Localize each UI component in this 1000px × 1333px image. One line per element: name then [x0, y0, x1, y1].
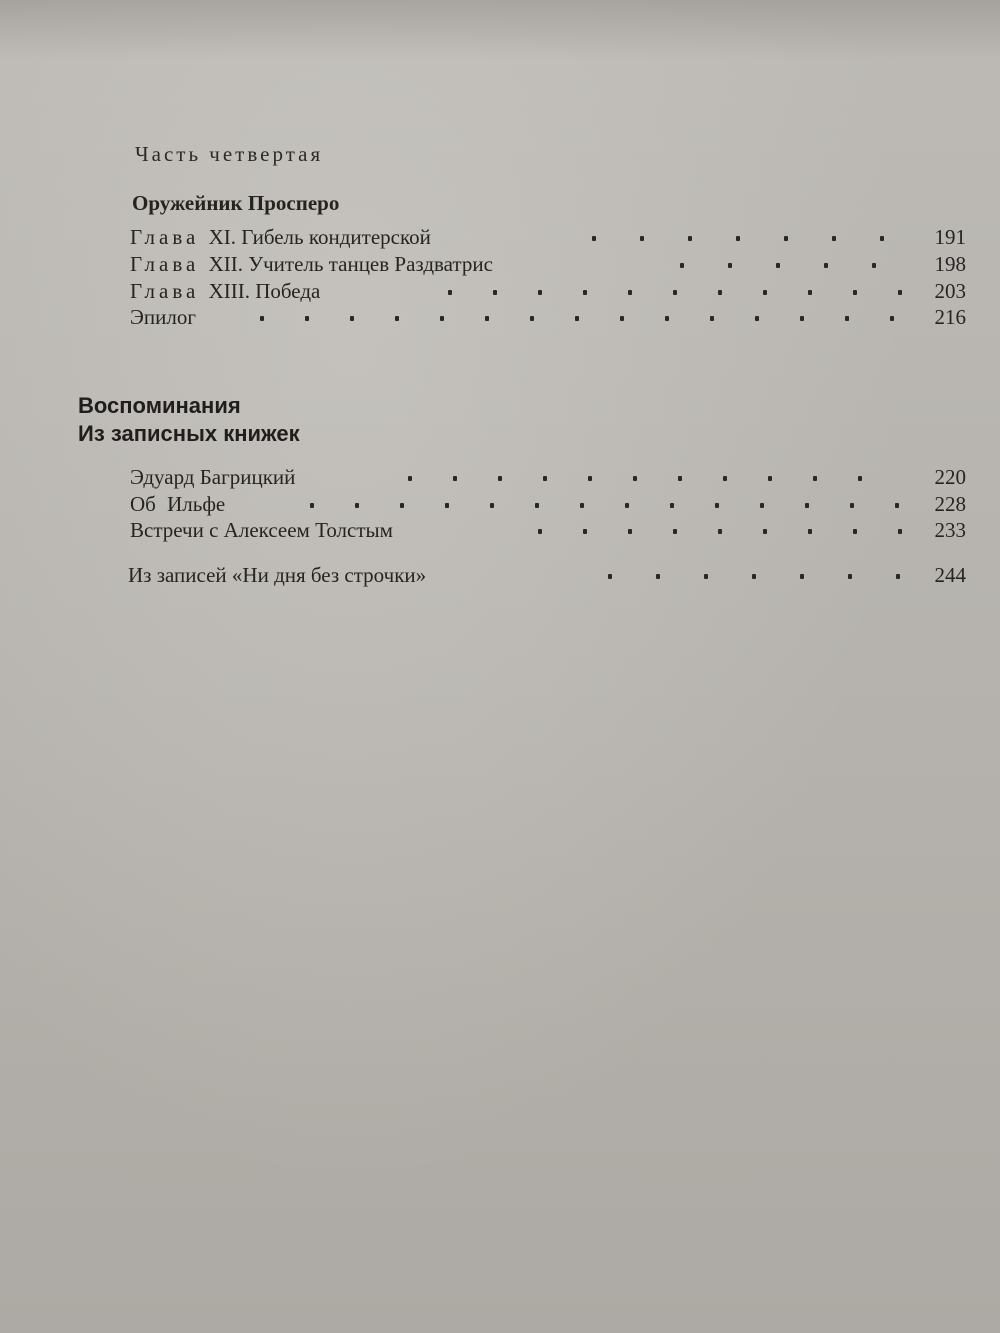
- leader-dot: [848, 574, 852, 579]
- leader-dot: [688, 236, 692, 241]
- leader-dot: [858, 476, 862, 481]
- leader-dot: [620, 316, 624, 321]
- page-number: 216: [934, 305, 966, 329]
- leader-dot: [896, 574, 900, 579]
- leader-dot: [445, 503, 449, 508]
- leader-dot: [850, 503, 854, 508]
- page-number: 220: [934, 465, 966, 489]
- leader-dot: [824, 263, 828, 268]
- entry-title: Из записей «Ни дня без строчки»: [128, 563, 427, 587]
- leader-dot: [673, 529, 677, 534]
- toc-entry: [130, 304, 966, 330]
- leader-dot: [400, 503, 404, 508]
- leader-dot: [592, 236, 596, 241]
- page-top-shadow: [0, 0, 1000, 60]
- leader-dot: [723, 476, 727, 481]
- toc-entry: [130, 562, 966, 588]
- leader-dot: [678, 476, 682, 481]
- leader-dot: [355, 503, 359, 508]
- page-number: 228: [934, 492, 966, 516]
- entry-title: Эдуард Багрицкий: [130, 465, 296, 489]
- leader-dot: [448, 290, 452, 295]
- memoirs-heading: Воспоминания: [78, 393, 241, 418]
- leader-dot: [898, 529, 902, 534]
- leader-dot: [880, 236, 884, 241]
- leader-dot: [640, 236, 644, 241]
- leader-dot: [665, 316, 669, 321]
- leader-dot: [800, 574, 804, 579]
- leader-dot: [583, 290, 587, 295]
- leader-dot: [872, 263, 876, 268]
- entry-title: Эпилог: [130, 305, 196, 329]
- chapter-lead: Глава: [130, 225, 200, 249]
- entry-title: XI. Гибель кондитерской: [208, 225, 431, 249]
- leader-dot: [784, 236, 788, 241]
- leader-dot: [808, 290, 812, 295]
- toc-entry: [130, 464, 966, 490]
- leader-dot: [575, 316, 579, 321]
- page-number: 233: [934, 518, 966, 542]
- page-number: 203: [934, 279, 966, 303]
- leader-dot: [710, 316, 714, 321]
- leader-dot: [453, 476, 457, 481]
- leader-dot: [755, 316, 759, 321]
- leader-dot: [608, 574, 612, 579]
- leader-dot: [800, 316, 804, 321]
- leader-dot: [628, 529, 632, 534]
- leader-dot: [535, 503, 539, 508]
- leader-dot: [805, 503, 809, 508]
- leader-dot: [543, 476, 547, 481]
- leader-dot: [538, 529, 542, 534]
- toc-entry: [130, 517, 966, 543]
- leader-dot: [832, 236, 836, 241]
- leader-dot: [680, 263, 684, 268]
- leader-dot: [493, 290, 497, 295]
- leader-dot: [895, 503, 899, 508]
- chapter-lead: Глава: [130, 252, 200, 276]
- leader-dot: [752, 574, 756, 579]
- leader-dot: [728, 263, 732, 268]
- leader-dot: [853, 290, 857, 295]
- toc-entry: [130, 224, 966, 250]
- leader-dot: [583, 529, 587, 534]
- memoirs-subheading: Из записных книжек: [78, 421, 300, 446]
- leader-dot: [625, 503, 629, 508]
- page-number: 244: [934, 563, 966, 587]
- leader-dot: [530, 316, 534, 321]
- leader-dot: [853, 529, 857, 534]
- leader-dot: [395, 316, 399, 321]
- toc-entry: [130, 251, 966, 277]
- leader-dot: [808, 529, 812, 534]
- toc-entry: [130, 491, 966, 517]
- leader-dot: [718, 529, 722, 534]
- leader-dot: [498, 476, 502, 481]
- entry-title: XIII. Победа: [208, 279, 321, 303]
- leader-dot: [768, 476, 772, 481]
- leader-dot: [813, 476, 817, 481]
- leader-dot: [763, 290, 767, 295]
- entry-title: Встречи с Алексеем Толстым: [130, 518, 393, 542]
- leader-dot: [628, 290, 632, 295]
- leader-dot: [408, 476, 412, 481]
- entry-title: XII. Учитель танцев Раздватрис: [208, 252, 493, 276]
- leader-dot: [760, 503, 764, 508]
- leader-dot: [440, 316, 444, 321]
- toc-entry: [130, 278, 966, 304]
- leader-dot: [718, 290, 722, 295]
- leader-dot: [776, 263, 780, 268]
- leader-dot: [490, 503, 494, 508]
- leader-dot: [898, 290, 902, 295]
- leader-dot: [673, 290, 677, 295]
- leader-dot: [845, 316, 849, 321]
- leader-dot: [715, 503, 719, 508]
- leader-dot: [538, 290, 542, 295]
- chapter-lead: Глава: [130, 279, 200, 303]
- entry-title: Об Ильфе: [130, 492, 226, 516]
- part-heading: Часть четвертая: [135, 142, 324, 166]
- page-number: 191: [934, 225, 966, 249]
- leader-dot: [763, 529, 767, 534]
- page-number: 198: [934, 252, 966, 276]
- leader-dot: [736, 236, 740, 241]
- leader-dot: [704, 574, 708, 579]
- leader-dot: [310, 503, 314, 508]
- leader-dot: [485, 316, 489, 321]
- leader-dot: [656, 574, 660, 579]
- leader-dot: [670, 503, 674, 508]
- leader-dot: [633, 476, 637, 481]
- leader-dot: [580, 503, 584, 508]
- leader-dot: [350, 316, 354, 321]
- leader-dot: [305, 316, 309, 321]
- leader-dot: [890, 316, 894, 321]
- leader-dot: [588, 476, 592, 481]
- section-title: Оружейник Просперо: [132, 191, 340, 215]
- leader-dot: [260, 316, 264, 321]
